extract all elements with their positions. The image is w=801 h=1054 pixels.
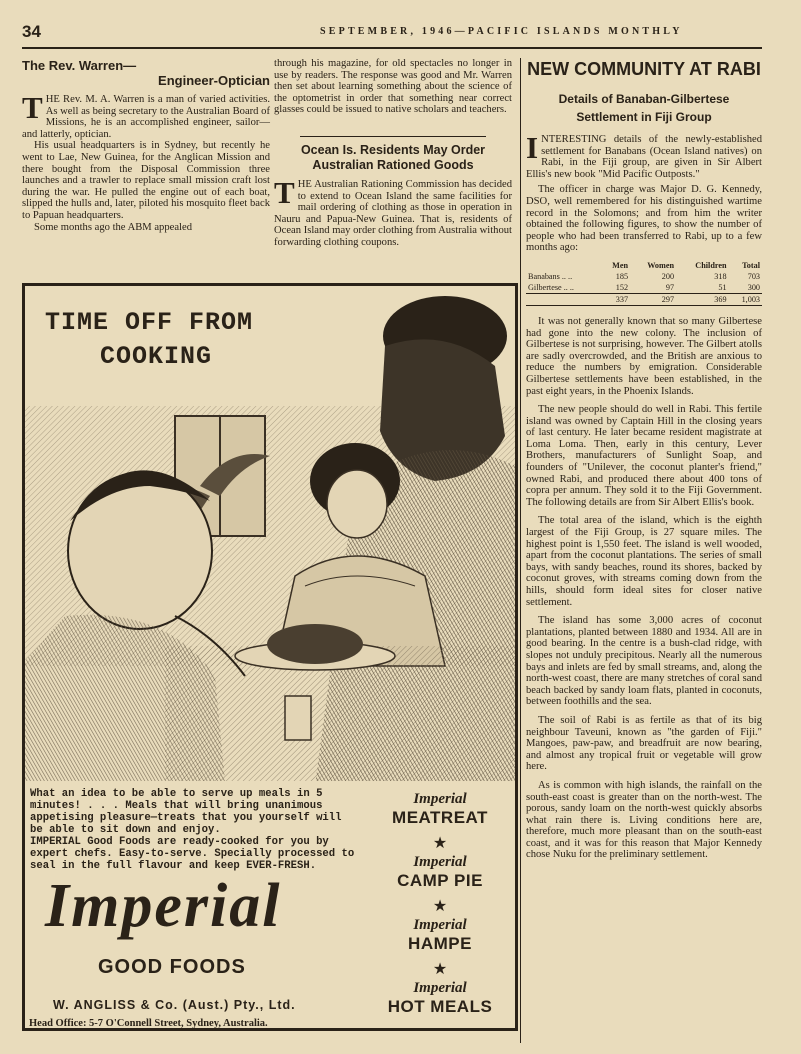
table-row: Banabans .. .. 185 200 318 703 xyxy=(528,271,760,281)
imperial-logo: Imperial xyxy=(45,872,282,940)
article-paragraph: The island has some 3,000 acres of coconut plantations, planted between 1880 and 1934. All are in good bearing. In the centre is a bush-clad ridge, with slopes not unduly precipitous. Nearly all the numerous bays and inlets are fed by small streams, and, along the north-west coast, there are many stretches of coral sand beach backed by sandy loam flats, planted in coconuts, between foothills and the sea. xyxy=(526,615,762,708)
article-ocean xyxy=(274,143,512,249)
article-paragraph: It was not generally known that so many Gilbertese had gone into the new colony. The inclusion of Gilbertese is not surprising, however. The Gilbert atolls are sadly overcrowded, and the British are anxious to reduce the numbers by emigration. Considerable Gilbertese settlements have been established, in the past eight years, in the Phoenix Islands. xyxy=(526,315,762,397)
article-subtitle: Details of Banaban-Gilbertese Settlement in Fiji Group xyxy=(558,92,730,124)
header-rule xyxy=(22,47,762,49)
product-camp-pie: Imperial CAMP PIE xyxy=(397,854,483,890)
dropcap: T xyxy=(22,90,43,125)
running-title: SEPTEMBER, 1946—PACIFIC ISLANDS MONTHLY xyxy=(320,26,683,37)
article-paragraph: The officer in charge was Major D. G. Kennedy, DSO, well remembered for his distinguished wartime record in the Solomons; and from him the writer obtained the following figures, to show the number of people who had been transferred to Rabi, up to a few months ago: xyxy=(526,184,762,254)
population-table xyxy=(526,260,762,306)
product-meatreat: Imperial MEATREAT xyxy=(392,791,488,827)
article-warren xyxy=(22,58,270,233)
star-icon: ★ xyxy=(432,835,448,852)
product-hot-meals: Imperial HOT MEALS xyxy=(387,980,493,1016)
table-header: Men Women Children Total xyxy=(612,260,760,270)
product-hampe: Imperial HAMPE xyxy=(408,917,472,953)
article-warren-continued xyxy=(274,58,512,116)
table-row: Gilbertese .. .. 152 97 51 300 xyxy=(528,282,760,292)
table-totals: 337 297 369 1,003 xyxy=(526,293,762,305)
article-title: NEW COMMUNITY AT RABI xyxy=(527,59,761,79)
column-divider xyxy=(520,58,521,1043)
page-number: 34 xyxy=(22,22,41,41)
article-paragraph: The soil of Rabi is as fertile as that of its big neighbour Taveuni, known as "the garden of Fiji." Mangoes, paw-paw, and breadfruit are now bearing, and almost any tropical fruit or vegetable will grow here. xyxy=(526,714,762,773)
ad-copy: What an idea to be able to serve up meals in 5 minutes! . . . Meals that will bring unanimous appetising pleasure—treats that you yourself will be able to sit down and enjoy. IMPERIAL Good Foods are ready-cooked for you by expert chefs. Easy-to-serve. Specially processed to seal in the full flavour and keep EVER-FRESH. xyxy=(30,788,355,872)
imperial-advertisement xyxy=(22,283,518,1031)
article-title: The Rev. Warren— xyxy=(22,58,137,73)
article-rabi xyxy=(526,58,762,861)
dropcap: I xyxy=(526,130,539,165)
ad-headline: TIME OFF FROM COOKING xyxy=(45,308,254,371)
section-divider xyxy=(300,136,486,137)
article-paragraph: THE Australian Rationing Commission has decided to extend to Ocean Island the same facilities for mail ordering of clothing as those in operation in Nauru and Papua-New Guinea. That is, residents of Ocean Island may order clothing from Australia without forwarding clothing coupons. xyxy=(274,175,513,248)
company-name: W. ANGLISS & Co. (Aust.) Pty., Ltd. xyxy=(53,998,296,1012)
star-icon: ★ xyxy=(432,961,448,978)
article-paragraph: Some months ago the ABM appealed xyxy=(34,221,193,233)
good-foods-label: GOOD FOODS xyxy=(98,956,246,978)
head-office-address: Head Office: 5-7 O'Connell Street, Sydney, Australia. xyxy=(29,1018,268,1029)
article-paragraph: As is common with high islands, the rainfall on the south-east coast is greater than on the north-west. The porous, sandy loam on the north-west quickly absorbs what rain there is. Living conditions here are, therefore, much more pleasant than on the south-east coast, and it was for this reason that Major Kennedy chose Nuku for the preliminary settlement. xyxy=(526,779,762,861)
dropcap: T xyxy=(274,175,295,210)
article-paragraph: through his magazine, for old spectacles no longer in use by readers. The response was good and Mr. Warren then set about learning something about the science of the optometrist in order that something near correct glasses could be issued to native scholars and teachers. xyxy=(274,58,512,116)
article-paragraph: INTERESTING details of the newly-established settlement for Banabans (Ocean Island natives) on Rabi, in the Fiji group, are given in Sir Albert Ellis's new book "Mid Pacific Outposts." xyxy=(526,130,762,180)
article-paragraph: His usual headquarters is in Sydney, but recently he went to Lae, New Guinea, for the Anglican Mission and there bought from the Disposal Commission three launches and a trawler to replace small mission craft lost during the war. He pulled the engine out of each boat, slipped the hulls and, later, piloted his mosquito fleet back to Papuan headquarters. xyxy=(22,140,270,221)
article-paragraph: The new people should do well in Rabi. This fertile island was owned by Captain Hill in the closing years of last century. He later became resident magistrate at Loma Loma. Then, early in this century, Lever Brothers, manufacturers of Sunlight Soap, and founders of "Unilever, the coconut planter's friend," owned Rabi, and produced there about 400 tons of copra per annum. They sold it to the Fiji Government. The following details are from Sir Albert Ellis's book. xyxy=(526,404,762,508)
article-subtitle: Engineer-Optician xyxy=(158,73,270,88)
article-title: Ocean Is. Residents May Order Australian Rationed Goods xyxy=(300,143,486,172)
star-icon: ★ xyxy=(432,898,448,915)
article-paragraph: The total area of the island, which is the eighth largest of the Fiji Group, is 27 square miles. The highest point is 1,550 feet. The island is well wooded, apart from the coconut plantations. The series of small bays, with sandy beaches, round its shores, backed by coconut groves, with streams coming down from the hills, should form ideal sites for closer native settlement. xyxy=(526,515,762,608)
article-paragraph: THE Rev. M. A. Warren is a man of varied activities. As well as being secretary to the Australian Board of Missions, he is an accomplished engineer, sailor—and latterly, optician. xyxy=(22,90,270,140)
